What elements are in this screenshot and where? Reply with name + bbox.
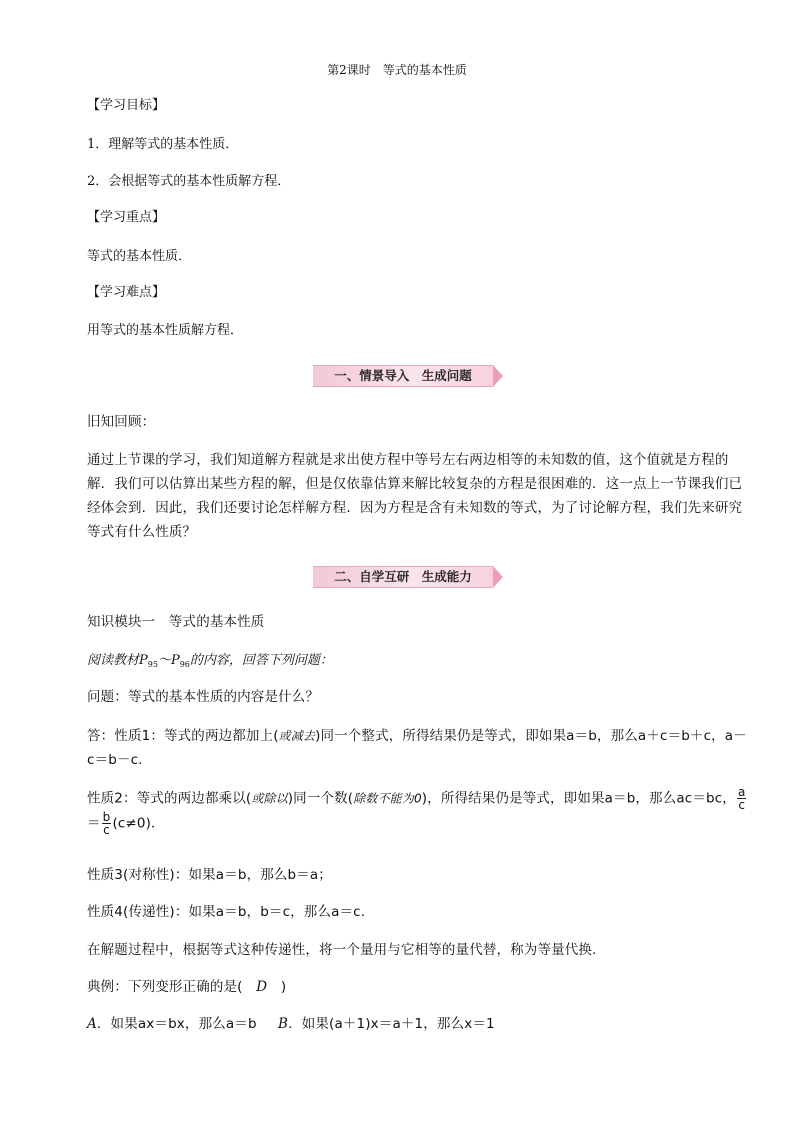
focus-text: 等式的基本性质． xyxy=(87,249,192,264)
banner-arrow-icon xyxy=(493,566,503,588)
difficulty-text: 用等式的基本性质解方程． xyxy=(87,323,244,338)
option-a xyxy=(87,1015,257,1033)
property-4-text: 性质4(传递性)：如果a＝b，b＝c，那么a＝c. xyxy=(87,904,366,920)
fraction-equals: ＝ xyxy=(87,815,101,832)
banner-arrow-icon xyxy=(493,365,503,387)
fraction-a-over-c: $\frac{a}{c}$ xyxy=(737,785,746,812)
section2-banner-label: 二、自学互研 生成能力 xyxy=(313,566,493,588)
fraction-b-over-c: $\frac{b}{c}$ xyxy=(102,810,111,837)
answer-part-b: )同一个整式，所得结果仍是等式，即如果a＝b，那么a＋c＝b＋c，a－c＝b－c. xyxy=(87,728,747,768)
reading-page-start: 95 xyxy=(147,660,158,669)
example-question xyxy=(87,978,286,996)
option-b-label: B xyxy=(278,1016,289,1032)
page-title: 第2课时 等式的基本性质 xyxy=(327,63,467,77)
option-a-text: ．如果ax＝bx，那么a＝b xyxy=(96,1016,257,1032)
focus-heading: 【学习重点】 xyxy=(87,210,166,225)
review-paragraph: 通过上节课的学习，我们知道解方程就是求出使方程中等号左右两边相等的未知数的值，这个值就是方程的解．我们可以估算出某些方程的解，但是仅依靠估算来解比较复杂的方程是很困难的．这一点上一节课我们已经体会到．因此，我们还要讨论怎样解方程．因为方程是含有未知数的等式，为了讨论解方程，我们先来研究等式有什么性质？ xyxy=(87,452,743,540)
property-2-text xyxy=(87,786,751,836)
p2-part-a: 性质2：等式的两边都乘以( xyxy=(87,790,252,807)
p2-part-d: (c≠0)． xyxy=(112,815,165,832)
section2-banner xyxy=(313,567,505,587)
module-title: 知识模块一 等式的基本性质 xyxy=(87,614,265,630)
objective-item-1: 1．理解等式的基本性质． xyxy=(87,137,239,152)
option-a-label: A xyxy=(87,1016,97,1032)
reading-mid: ～P xyxy=(157,653,180,668)
objective-item-2: 2．会根据等式的基本性质解方程． xyxy=(87,174,291,189)
reading-suffix: 的内容，回答下列问题： xyxy=(189,653,333,668)
p2-part-c: )，所得结果仍是等式，即如果a＝b，那么ac＝bc， xyxy=(421,790,736,807)
property-1-answer xyxy=(87,724,751,772)
p2-italic-1: 或除以 xyxy=(251,791,288,806)
answer-part-italic: 或减去 xyxy=(278,729,316,743)
option-b xyxy=(278,1015,495,1033)
example-suffix: ) xyxy=(267,979,287,995)
reading-instruction xyxy=(87,652,333,674)
reading-page-end: 96 xyxy=(179,660,190,669)
answer-part-a: 答：性质1：等式的两边都加上( xyxy=(87,728,279,744)
review-label: 旧知回顾： xyxy=(87,414,156,430)
reading-prefix: 阅读教材P xyxy=(87,653,148,668)
p2-part-b: )同一个数( xyxy=(287,790,354,807)
example-prefix: 典例：下列变形正确的是( xyxy=(87,979,257,995)
section1-banner xyxy=(313,366,505,386)
difficulty-heading: 【学习难点】 xyxy=(87,285,166,300)
p2-italic-2: 除数不能为0 xyxy=(353,791,422,806)
property-3-text: 性质3(对称性)：如果a＝b，那么b＝a； xyxy=(87,867,332,883)
objectives-heading: 【学习目标】 xyxy=(87,98,166,113)
example-answer: D xyxy=(256,979,268,995)
option-b-text: ．如果(a＋1)x＝a＋1，那么x＝1 xyxy=(288,1016,495,1032)
question-text: 问题：等式的基本性质的内容是什么？ xyxy=(87,689,320,705)
substitution-text: 在解题过程中，根据等式这种传递性，将一个量用与它相等的量代替，称为等量代换. xyxy=(87,942,597,958)
section1-banner-label: 一、情景导入 生成问题 xyxy=(313,365,493,387)
